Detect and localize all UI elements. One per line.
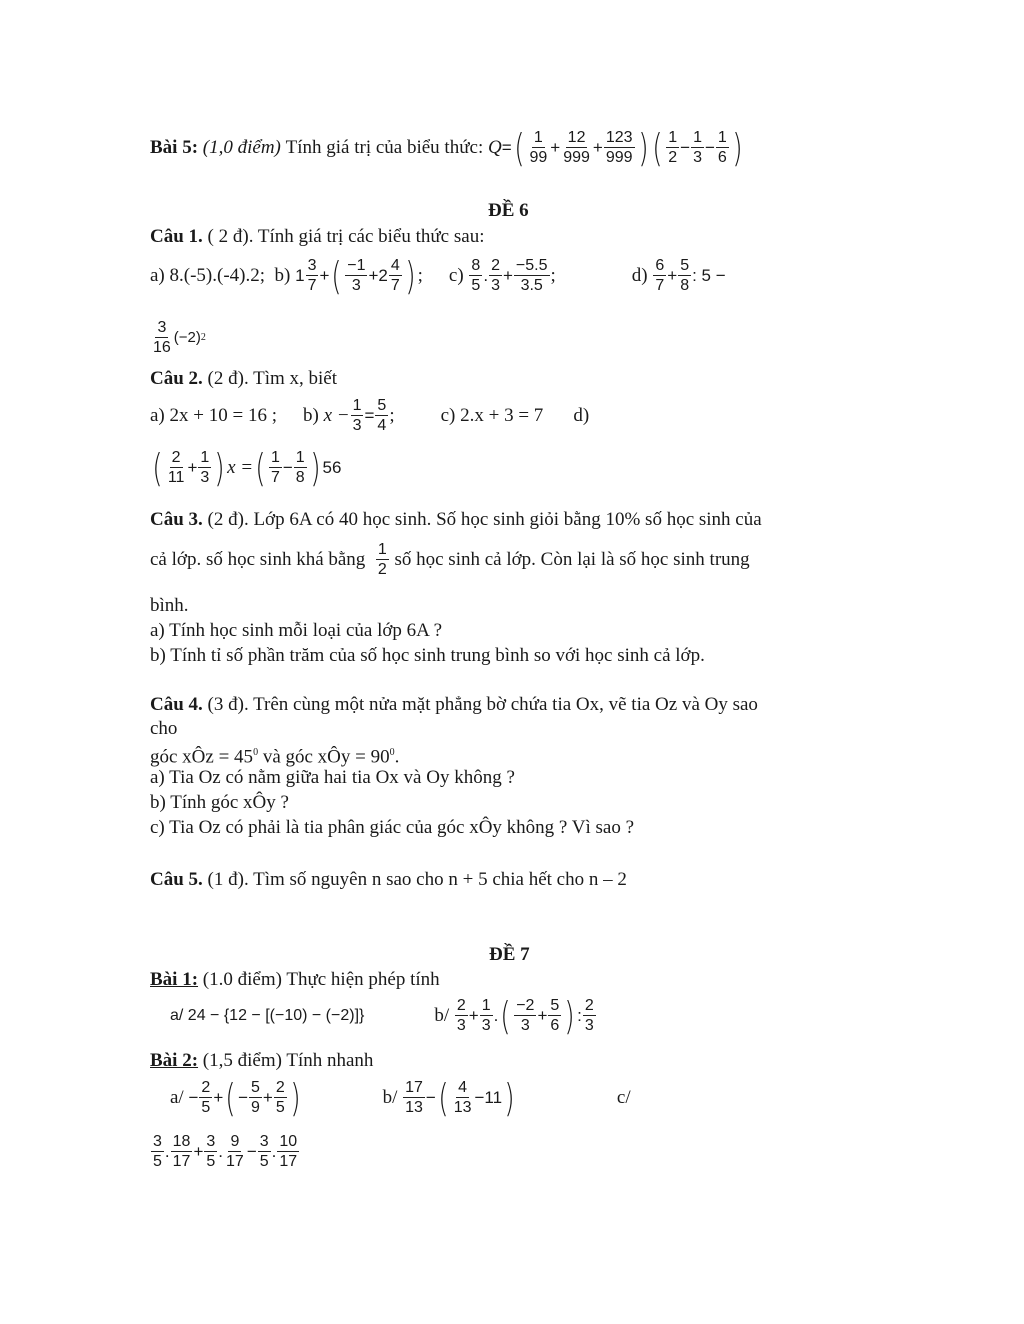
de6-title: ĐỀ 6 xyxy=(488,200,529,221)
denominator: 17 xyxy=(279,1153,298,1170)
denominator: 7 xyxy=(390,277,400,294)
paren-open: ( xyxy=(152,445,163,490)
cau2-c: c) 2.x + 3 = 7 xyxy=(440,404,544,426)
cau1-d-label: d) xyxy=(631,264,648,286)
denominator: 3.5 xyxy=(520,277,543,294)
paren-open: ( xyxy=(652,125,663,170)
fraction xyxy=(583,996,596,1035)
numerator: 17 xyxy=(405,1079,423,1096)
denominator: 5 xyxy=(275,1099,285,1116)
minus-sign: − xyxy=(188,1087,199,1107)
fraction xyxy=(166,448,187,487)
numerator: 18 xyxy=(172,1133,191,1150)
cau1-heading xyxy=(150,226,484,248)
fraction xyxy=(171,1132,193,1171)
semicolon: ; xyxy=(550,264,556,286)
numerator: 9 xyxy=(230,1133,240,1150)
cau4-b: b) Tính góc xÔy ? xyxy=(150,792,289,813)
fraction xyxy=(452,1078,474,1117)
numerator: 2 xyxy=(201,1079,211,1096)
cau4-angle-2: và góc xÔy = 90 xyxy=(258,746,390,768)
equals-sign: = xyxy=(364,405,375,425)
bai2-b-tail: −11 xyxy=(474,1087,503,1107)
denominator: 16 xyxy=(153,339,171,356)
numerator: 2 xyxy=(456,997,466,1014)
paren-close: ) xyxy=(289,1075,301,1120)
paren-open: ( xyxy=(331,253,343,298)
cau2-d-x: x = xyxy=(227,456,254,478)
cau1-label: Câu 1. xyxy=(150,226,203,247)
mixed-whole: 2 xyxy=(378,265,388,285)
denominator: 11 xyxy=(167,469,185,486)
plus-sign: + xyxy=(537,1005,548,1025)
cau3-label: Câu 3. xyxy=(150,509,203,530)
semicolon: ; xyxy=(417,264,423,286)
fraction xyxy=(306,256,319,295)
dot-operator: . xyxy=(164,1141,170,1161)
fraction xyxy=(489,256,502,295)
numerator: 10 xyxy=(279,1133,298,1150)
paren-close: ) xyxy=(405,253,416,298)
fraction xyxy=(389,256,402,295)
fraction xyxy=(653,256,666,295)
denominator: 3 xyxy=(520,1017,530,1034)
cau1-b-label: b) xyxy=(274,264,291,286)
fraction xyxy=(224,1132,246,1171)
cau2-b-label: b) xyxy=(302,404,319,426)
denominator: 2 xyxy=(668,149,678,166)
fraction xyxy=(151,318,173,357)
denominator: 3 xyxy=(584,1017,594,1034)
fraction xyxy=(604,128,635,167)
cau1-a: a) 8.(-5).(-4).2; xyxy=(150,264,266,286)
numerator: 5 xyxy=(251,1079,260,1096)
cau1-d-continued xyxy=(150,318,206,357)
numerator: 4 xyxy=(390,257,400,274)
bai1-label: Bài 1: xyxy=(150,969,199,990)
numerator: 4 xyxy=(458,1079,468,1096)
minus-sign: − xyxy=(238,1087,249,1107)
bai1-b-label: b/ xyxy=(434,1004,450,1026)
cau4-line1 xyxy=(150,694,758,716)
cau4-line3 xyxy=(150,742,399,768)
numerator: 3 xyxy=(259,1133,269,1150)
fraction xyxy=(204,1132,217,1171)
cau4-text-1: (3 đ). Trên cùng một nửa mặt phẳng bờ chứa tia Ox, vẽ tia Oz và Oy sao xyxy=(207,694,758,715)
paren-open: ( xyxy=(255,445,266,490)
cau2-heading xyxy=(150,368,337,390)
denominator: 3 xyxy=(491,277,500,294)
bai5-text: Tính giá trị của biểu thức: xyxy=(285,136,484,158)
cau4-line2: cho xyxy=(150,718,178,739)
denominator: 13 xyxy=(405,1099,423,1116)
fraction xyxy=(277,1132,299,1171)
fraction xyxy=(258,1132,271,1171)
minus-sign: − xyxy=(704,137,715,157)
paren-open: ( xyxy=(438,1075,449,1120)
plus-sign: + xyxy=(213,1087,224,1107)
denominator: 6 xyxy=(717,149,727,166)
fraction xyxy=(480,996,493,1035)
denominator: 999 xyxy=(563,149,590,166)
cau5-text: (1 đ). Tìm số nguyên n sao cho n + 5 chia hết cho n – 2 xyxy=(207,869,627,890)
paren-open: ( xyxy=(225,1075,236,1120)
denominator: 3 xyxy=(481,1017,491,1034)
numerator: 1 xyxy=(295,449,305,466)
fraction xyxy=(666,128,679,167)
paren-close: ) xyxy=(564,993,575,1038)
fraction xyxy=(199,1078,212,1117)
cau2-d-label: d) xyxy=(573,404,590,426)
cau2-label: Câu 2. xyxy=(150,368,203,389)
fraction xyxy=(294,448,307,487)
plus-sign: + xyxy=(468,1005,479,1025)
fraction xyxy=(678,256,691,295)
cau5-line xyxy=(150,869,627,891)
numerator: 5 xyxy=(680,257,690,274)
minus-sign: − xyxy=(680,137,691,157)
numerator: 2 xyxy=(275,1079,285,1096)
paren-close: ) xyxy=(504,1075,515,1120)
cau4-angle-1: góc xÔz = 45 xyxy=(150,746,254,768)
numerator: 2 xyxy=(584,997,594,1014)
denominator: 3 xyxy=(352,417,362,434)
denominator: 5 xyxy=(206,1153,216,1170)
numerator: 1 xyxy=(693,129,702,146)
numerator: −2 xyxy=(516,997,535,1014)
minus-sign: − xyxy=(246,1141,257,1161)
plus-sign: + xyxy=(319,265,330,285)
bai2-label: Bài 2: xyxy=(150,1050,199,1071)
fraction xyxy=(716,128,729,167)
numerator: 3 xyxy=(157,319,167,336)
bai1-a: a/ 24 − {12 − [(−10) − (−2)]} xyxy=(170,1006,365,1024)
fraction xyxy=(345,256,367,295)
minus-sign: − xyxy=(425,1087,436,1107)
denominator: 99 xyxy=(529,149,548,166)
plus-sign: + xyxy=(262,1087,273,1107)
fraction xyxy=(691,128,704,167)
plus-sign: + xyxy=(187,457,198,477)
cau1-text: ( 2 đ). Tính giá trị các biểu thức sau: xyxy=(207,226,485,247)
paren-close: ) xyxy=(309,445,321,490)
cau3-line1 xyxy=(150,509,762,531)
denominator: 5 xyxy=(259,1153,269,1170)
denominator: 999 xyxy=(605,149,633,166)
bai5-label: Bài 5: xyxy=(150,136,199,158)
numerator: 2 xyxy=(491,257,500,274)
fraction xyxy=(548,996,561,1035)
plus-sign: + xyxy=(193,1141,204,1161)
mixed-whole: 1 xyxy=(295,265,305,285)
numerator: 8 xyxy=(471,257,481,274)
cau4-c: c) Tia Oz có phải là tia phân giác của góc xÔy không ? Vì sao ? xyxy=(150,817,635,838)
denominator: 4 xyxy=(377,417,387,434)
cau3-text-1: (2 đ). Lớp 6A có 40 học sinh. Số học sinh giỏi bằng 10% số học sinh của xyxy=(207,509,762,530)
fraction xyxy=(514,996,536,1035)
fraction xyxy=(514,256,550,295)
bai2-items xyxy=(170,1075,631,1120)
fraction xyxy=(151,1132,164,1171)
bai1-heading xyxy=(150,969,440,991)
numerator: 1 xyxy=(352,397,362,414)
dot-operator: . xyxy=(493,1005,499,1025)
denominator: 9 xyxy=(251,1099,260,1116)
numerator: 6 xyxy=(655,257,665,274)
cau2-b-x: x − xyxy=(323,404,350,426)
fraction xyxy=(455,996,468,1035)
plus-sign: + xyxy=(502,265,513,285)
equals-sign: = xyxy=(501,137,512,157)
fraction xyxy=(198,448,211,487)
paren-close: ) xyxy=(732,125,743,170)
paren-close: ) xyxy=(637,125,649,170)
cau2-items xyxy=(150,396,589,435)
numerator: 123 xyxy=(605,129,633,146)
cau4-label: Câu 4. xyxy=(150,694,203,715)
bai2-c-label: c/ xyxy=(616,1086,631,1108)
numerator: −1 xyxy=(347,257,366,274)
cau3-text-2b: số học sinh cả lớp. Còn lại là số học sinh trung xyxy=(394,548,750,570)
fraction xyxy=(375,396,388,435)
minus-sign: − xyxy=(282,457,293,477)
cau3-line2 xyxy=(150,540,750,579)
paren-open: ( xyxy=(500,993,511,1038)
numerator: 1 xyxy=(377,541,387,558)
denominator: 5 xyxy=(201,1099,211,1116)
degree-sup: 0 xyxy=(389,747,395,758)
numerator: 1 xyxy=(717,129,727,146)
bai5-line xyxy=(150,125,745,170)
de7-title: ĐỀ 7 xyxy=(489,944,530,965)
numerator: 1 xyxy=(270,449,280,466)
bai2-c-expression xyxy=(150,1132,300,1171)
cau3-a: a) Tính học sinh mỗi loại của lớp 6A ? xyxy=(150,620,443,641)
bai1-items xyxy=(170,993,597,1038)
denominator: 3 xyxy=(693,149,702,166)
denominator: 17 xyxy=(226,1153,244,1170)
numerator: 3 xyxy=(307,257,317,274)
bai5-q: Q xyxy=(487,136,502,158)
denominator: 5 xyxy=(153,1153,162,1170)
fraction xyxy=(351,396,364,435)
cau2-d-tail: 56 xyxy=(322,457,342,477)
cau1-c-label: c) xyxy=(448,264,464,286)
cau4-a: a) Tia Oz có nằm giữa hai tia Ox và Oy không ? xyxy=(150,767,515,788)
cau5-label: Câu 5. xyxy=(150,869,203,890)
bai1-text: (1.0 điểm) Thực hiện phép tính xyxy=(202,969,440,990)
numerator: 5 xyxy=(377,397,387,414)
dot-operator: . xyxy=(218,1141,224,1161)
numerator: 5 xyxy=(550,997,560,1014)
dot-operator: . xyxy=(271,1141,277,1161)
bai2-text: (1,5 điểm) Tính nhanh xyxy=(202,1050,374,1071)
cau3-text-2a: cả lớp. số học sinh khá bằng xyxy=(150,548,366,570)
cau2-text: (2 đ). Tìm x, biết xyxy=(207,368,338,389)
denominator: 8 xyxy=(295,469,305,486)
plus-sign: + xyxy=(592,137,603,157)
cau3-line3: bình. xyxy=(150,595,189,616)
numerator: 12 xyxy=(567,129,586,146)
fraction xyxy=(403,1078,425,1117)
numerator: 1 xyxy=(533,129,543,146)
fraction xyxy=(561,128,592,167)
denominator: 13 xyxy=(453,1099,472,1116)
denominator: 7 xyxy=(270,469,280,486)
denominator: 6 xyxy=(550,1017,560,1034)
paren-close: ) xyxy=(214,445,225,490)
bai2-heading xyxy=(150,1050,373,1072)
colon: : xyxy=(577,1005,582,1025)
denominator: 17 xyxy=(172,1153,191,1170)
plus-sign: + xyxy=(667,265,678,285)
denominator: 7 xyxy=(307,277,317,294)
cau1-items xyxy=(150,253,726,298)
numerator: 1 xyxy=(481,997,491,1014)
denominator: 2 xyxy=(377,561,387,578)
numerator: −5.5 xyxy=(515,257,548,274)
paren-open: ( xyxy=(513,125,525,170)
cau2-d-expression xyxy=(150,445,342,490)
cau3-b: b) Tính tỉ số phần trăm của số học sinh trung bình so với học sinh cả lớp. xyxy=(150,645,705,666)
semicolon: ; xyxy=(389,404,395,426)
plus-sign: + xyxy=(550,137,561,157)
denominator: 7 xyxy=(655,277,665,294)
numerator: 3 xyxy=(153,1133,162,1150)
dot-operator: . xyxy=(483,265,489,285)
denominator: 8 xyxy=(680,277,690,294)
numerator: 1 xyxy=(200,449,210,466)
fraction xyxy=(469,256,482,295)
fraction xyxy=(274,1078,287,1117)
cau1-d-tail: : 5 − xyxy=(692,265,726,285)
denominator: 5 xyxy=(471,277,481,294)
numerator: 1 xyxy=(668,129,678,146)
fraction xyxy=(249,1078,262,1117)
period: . xyxy=(394,746,400,768)
bai2-b-label: b/ xyxy=(382,1086,398,1108)
fraction xyxy=(527,128,549,167)
power-exponent: 2 xyxy=(200,331,206,343)
denominator: 3 xyxy=(351,277,361,294)
plus-sign: + xyxy=(368,265,379,285)
numerator: 3 xyxy=(206,1133,216,1150)
bai2-a-label: a/ xyxy=(170,1086,184,1108)
denominator: 3 xyxy=(200,469,210,486)
bai5-points: (1,0 điểm) xyxy=(202,136,281,158)
power-base: (−2) xyxy=(173,328,201,346)
cau2-a: a) 2x + 10 = 16 ; xyxy=(150,404,277,426)
fraction xyxy=(269,448,282,487)
numerator: 2 xyxy=(171,449,181,466)
denominator: 3 xyxy=(456,1017,466,1034)
degree-sup: 0 xyxy=(253,747,259,758)
fraction xyxy=(376,540,389,579)
